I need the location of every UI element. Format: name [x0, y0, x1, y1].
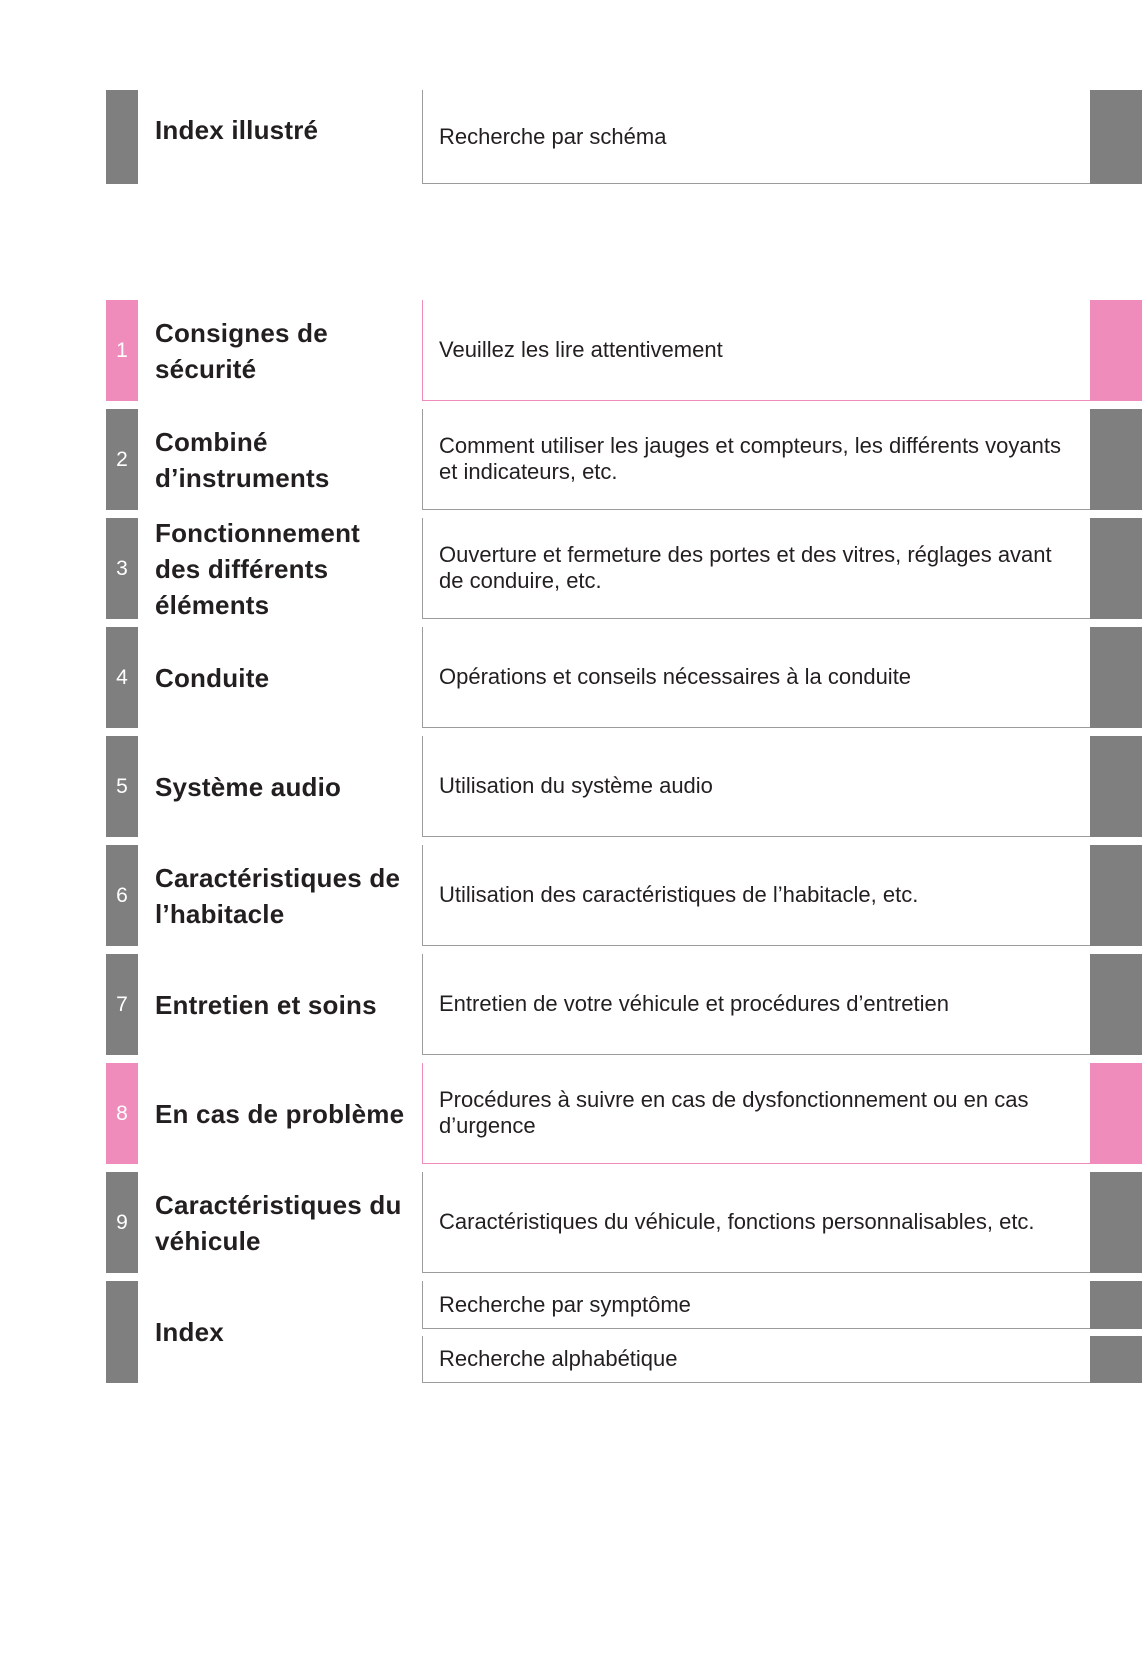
chapter-edge-tab [1090, 518, 1142, 619]
chapter-number: 2 [106, 409, 138, 510]
chapter-edge-tab [1090, 736, 1142, 837]
index-entry-edge-tab [1090, 1281, 1142, 1329]
index-entry-edge-tab [1090, 1336, 1142, 1383]
chapter-number: 1 [106, 300, 138, 401]
chapter-number: 4 [106, 627, 138, 728]
chapter-row-7[interactable] [0, 954, 1142, 1055]
index-entry-label: Recherche alphabétique [422, 1336, 1092, 1383]
chapter-description: Comment utiliser les jauges et compteurs, les différents voyants et indicateurs, etc. [422, 409, 1092, 510]
chapter-row-5[interactable] [0, 736, 1142, 837]
chapter-description: Opérations et conseils nécessaires à la conduite [422, 627, 1092, 728]
chapter-edge-tab [1090, 627, 1142, 728]
chapter-description: Caractéristiques du véhicule, fonctions personnalisables, etc. [422, 1172, 1092, 1273]
chapter-number: 3 [106, 518, 138, 619]
chapter-description: Ouverture et fermeture des portes et des vitres, réglages avant de conduire, etc. [422, 518, 1092, 619]
chapter-edge-tab [1090, 1063, 1142, 1164]
index-entry-symptome[interactable] [0, 1281, 1142, 1329]
chapter-edge-tab [1090, 1172, 1142, 1273]
chapter-title: Conduite [155, 662, 270, 693]
index-title: Index [155, 1317, 224, 1347]
chapter-number: 8 [106, 1063, 138, 1164]
index-entry-alphabetique[interactable] [0, 1336, 1142, 1383]
chapter-row-2[interactable] [0, 409, 1142, 510]
index-entry-label: Recherche par symptôme [422, 1281, 1092, 1329]
chapter-row-1[interactable] [0, 300, 1142, 401]
chapter-title: Système audio [155, 771, 342, 802]
chapter-edge-tab [1090, 300, 1142, 401]
chapter-title: Consignes de sécurité [155, 317, 328, 384]
chapter-title: En cas de problème [155, 1098, 405, 1129]
index-illustre-description: Recherche par schéma [422, 90, 1092, 184]
chapter-number: 6 [106, 845, 138, 946]
chapter-edge-tab [1090, 845, 1142, 946]
chapter-description: Entretien de votre véhicule et procédures d’entretien [422, 954, 1092, 1055]
chapter-number: 9 [106, 1172, 138, 1273]
chapter-number: 7 [106, 954, 138, 1055]
chapter-description: Procédures à suivre en cas de dysfonctionnement ou en cas d’urgence [422, 1063, 1092, 1164]
chapter-row-4[interactable] [0, 627, 1142, 728]
chapter-title: Caractéristiques du véhicule [155, 1189, 402, 1256]
index-illustre-title: Index illustré [155, 115, 319, 145]
index-illustre-tab [106, 90, 138, 184]
chapter-row-3[interactable] [0, 518, 1142, 619]
chapter-row-9[interactable] [0, 1172, 1142, 1273]
chapter-description: Utilisation du système audio [422, 736, 1092, 837]
chapter-number: 5 [106, 736, 138, 837]
chapter-edge-tab [1090, 954, 1142, 1055]
chapter-row-6[interactable] [0, 845, 1142, 946]
index-illustre-edge-tab [1090, 90, 1142, 184]
chapter-title: Combiné d’instruments [155, 426, 330, 493]
chapter-description: Veuillez les lire attentivement [422, 300, 1092, 401]
chapter-edge-tab [1090, 409, 1142, 510]
chapter-title: Caractéristiques de l’habitacle [155, 862, 401, 929]
chapter-description: Utilisation des caractéristiques de l’habitacle, etc. [422, 845, 1092, 946]
chapter-title: Fonctionnement des différents éléments [155, 517, 361, 620]
chapter-title: Entretien et soins [155, 989, 377, 1020]
index-illustre-row[interactable] [0, 90, 1142, 184]
chapter-row-8[interactable] [0, 1063, 1142, 1164]
